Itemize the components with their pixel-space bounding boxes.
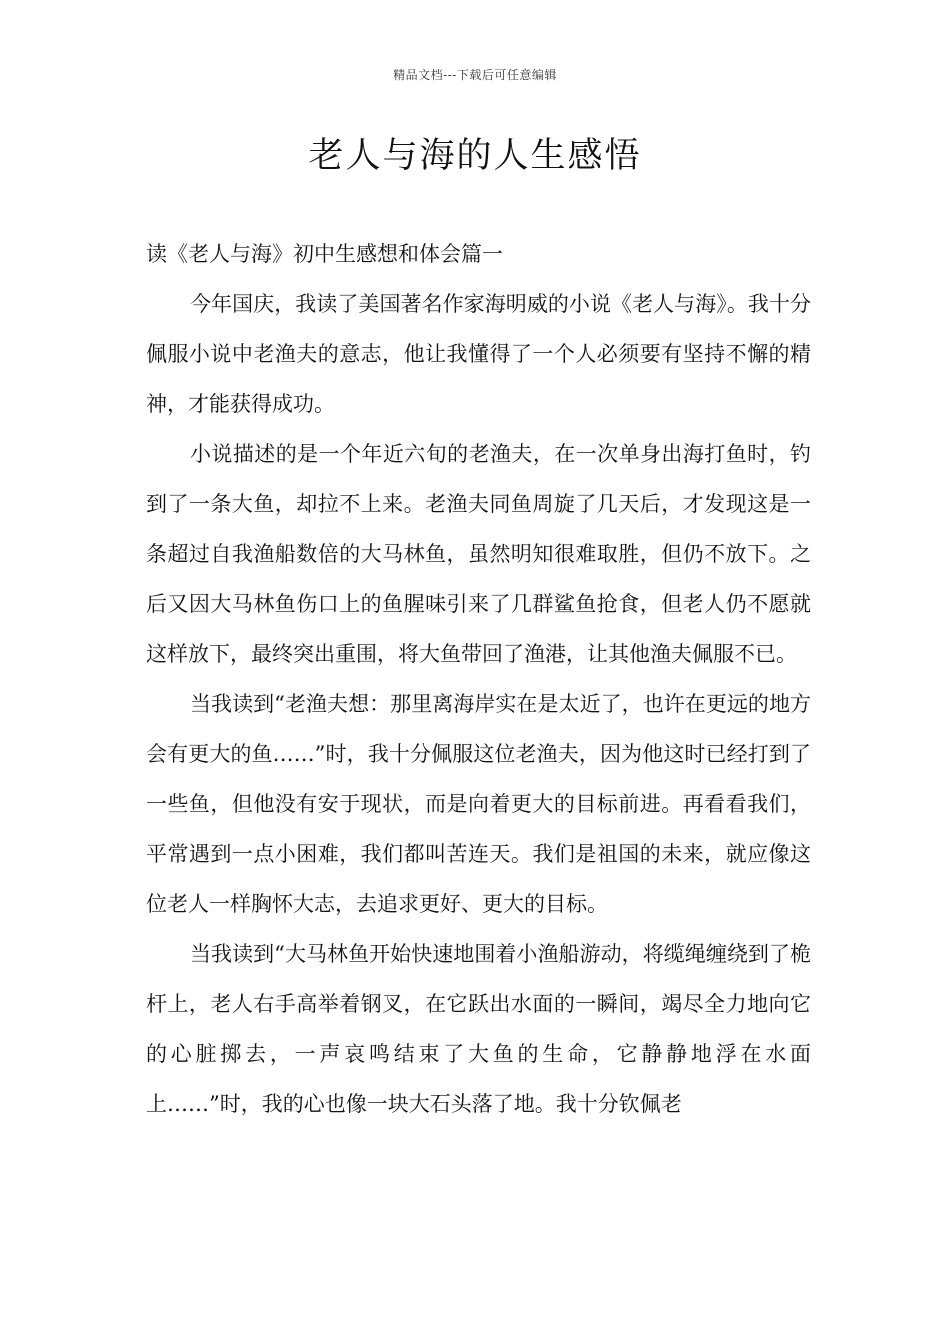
paragraph-3: 当我读到“老渔夫想：那里离海岸实在是太近了，也许在更远的地方会有更大的鱼……”时，我十分佩服这位老渔夫，因为他这时已经打到了一些鱼，但他没有安于现状，而是向着更大的目标前进。再看看我们，平常遇到一点小困难，我们都叫苦连天。我们是祖国的未来，就应像这位老人一样胸怀大志，去追求更好、更大的目标。 (146, 692, 811, 916)
document-title: 老人与海的人生感悟 (308, 136, 642, 176)
section-subheading: 读《老人与海》初中生感想和体会篇一 (146, 242, 503, 266)
paragraph-2: 小说描述的是一个年近六旬的老渔夫，在一次单身出海打鱼时，钓到了一条大鱼，却拉不上来。老渔夫同鱼周旋了几天后，才发现这是一条超过自我渔船数倍的大马林鱼，虽然明知很难取胜，但仍不放下。之后又因大马林鱼伤口上的鱼腥味引来了几群鲨鱼抢食，但老人仍不愿就这样放下，最终突出重围，将大鱼带回了渔港，让其他渔夫佩服不已。 (146, 442, 811, 666)
paragraph-1: 今年国庆，我读了美国著名作家海明威的小说《老人与海》。我十分佩服小说中老渔夫的意志，他让我懂得了一个人必须要有坚持不懈的精神，才能获得成功。 (146, 292, 811, 416)
document-body (146, 229, 811, 1129)
header-note: 精品文档---下载后可任意编辑 (393, 68, 557, 82)
paragraph-4: 当我读到“大马林鱼开始快速地围着小渔船游动，将缆绳缠绕到了桅杆上，老人右手高举着钢叉，在它跃出水面的一瞬间，竭尽全力地向它的心脏掷去，一声哀鸣结束了大鱼的生命，它静静地浮在水面上……”时，我的心也像一块大石头落了地。我十分钦佩老 (146, 942, 811, 1116)
